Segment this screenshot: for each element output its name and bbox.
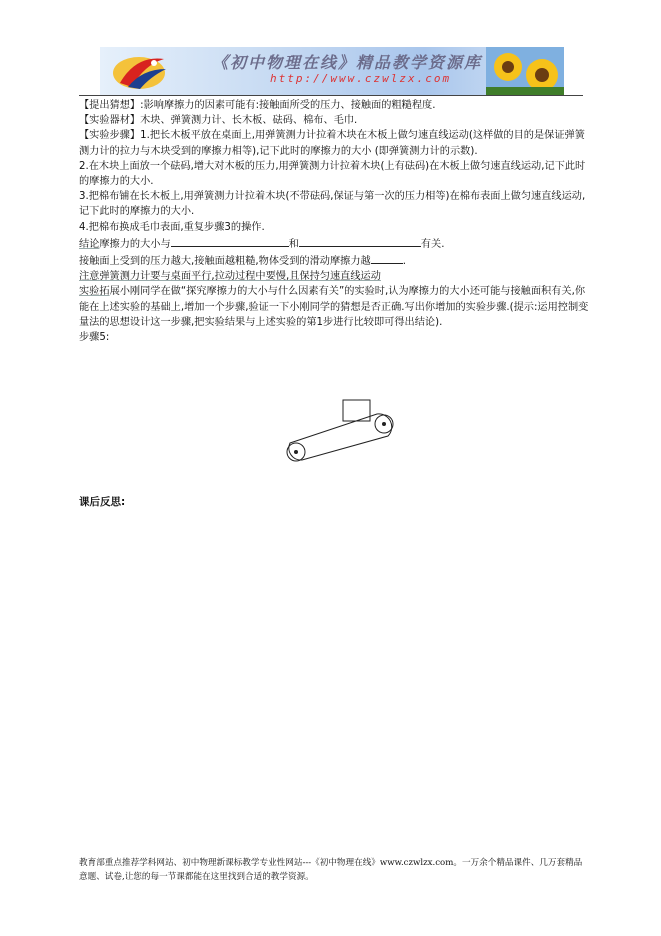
extension-paragraph — [79, 284, 589, 330]
answer-blank-3[interactable] — [371, 252, 403, 264]
friction-rule-end: . — [402, 256, 406, 268]
reflection-heading: 课后反思: — [79, 496, 126, 508]
conclusion-line — [79, 235, 589, 252]
conclusion-text-b: 和 — [288, 238, 299, 250]
banner-title: 《初中物理在线》精品教学资源库 — [212, 53, 483, 72]
sunflower-decoration-icon — [486, 47, 564, 95]
site-logo-icon — [106, 49, 176, 93]
guess-text: :影响摩擦力的因素可能有:接触面所受的压力、接触面的粗糙程度. — [140, 100, 436, 111]
extension-text: 展小刚同学在做“探究摩擦力的大小与什么因素有关”的实验时,认为摩擦力的大小还可能与接触面积有关,你能在上述实验的基础上,增加一个步骤,验证一下小刚同学的猜想是否正确.写出你增加的实验步骤.(提示:运用控制变量法的思想设计这一步骤,把实验结果与上述实验的第1步进行比较即可得出结论). — [79, 286, 589, 328]
step-2: 2.在木块上面放一个砝码,增大对木板的压力,用弹簧测力计拉着木块(上有砝码)在木板上做匀速直线运动,记下此时的摩擦力的大小. — [79, 160, 586, 188]
step-1-text: 1.把长木板平放在桌面上,用弹簧测力计拉着木块在木板上做匀速直线运动(这样做的目的是保证弹簧测力计的拉力与木块受到的摩擦力相等),记下此时的摩擦力的大小 (即弹簧测力计的示数). — [79, 130, 585, 157]
worksheet-body — [79, 98, 589, 345]
conveyor-belt — [289, 414, 392, 460]
guess-line — [79, 98, 589, 113]
equipment-line — [79, 113, 589, 128]
extension-label: 实验拓 — [79, 286, 110, 298]
friction-rule-line — [79, 252, 589, 269]
step-1 — [79, 128, 589, 158]
equipment-label: 【实验器材】 — [79, 115, 141, 127]
header-rule — [79, 95, 583, 96]
steps-label: 【实验步骤】 — [79, 130, 141, 142]
answer-blank-2[interactable] — [299, 235, 421, 247]
page-footer: 教育部重点推荐学科网站、初中物理新课标教学专业性网站---《初中物理在线》www.czwlzx.com。一万余个精品课件、几万套精品意题、试卷,让您的每一节课都能在这里找到合适的教学资源。 — [79, 858, 583, 882]
answer-blank-1[interactable] — [171, 235, 289, 247]
banner-url: http://www.czwlzx.com — [270, 72, 452, 85]
friction-rule-text: 接触面上受到的压力越大,接触面越粗糙,物体受到的滑动摩擦力越 — [79, 256, 371, 268]
conclusion-text-a: 摩擦力的大小与 — [99, 238, 171, 250]
conclusion-text-c: 有关. — [420, 238, 445, 250]
header-banner — [100, 47, 564, 95]
block-on-conveyor-diagram — [280, 396, 405, 462]
conclusion-label: 结论 — [79, 238, 100, 250]
step-5-label: 步骤5: — [79, 332, 110, 344]
note-line: 注意弹簧测力计要与桌面平行,拉动过程中要慢,且保持匀速直线运动 — [79, 271, 381, 283]
step-3: 3.把棉布铺在长木板上,用弹簧测力计拉着木块(不带砝码,保证与第一次的压力相等)在棉布表面上做匀速直线运动,记下此时的摩擦力的大小. — [79, 191, 586, 218]
guess-label: 【提出猜想】 — [79, 100, 141, 111]
step-4: 4.把棉布换成毛巾表面,重复步骤3的操作. — [79, 221, 265, 233]
equipment-text: 木块、弹簧测力计、长木板、砝码、棉布、毛巾. — [140, 115, 358, 127]
